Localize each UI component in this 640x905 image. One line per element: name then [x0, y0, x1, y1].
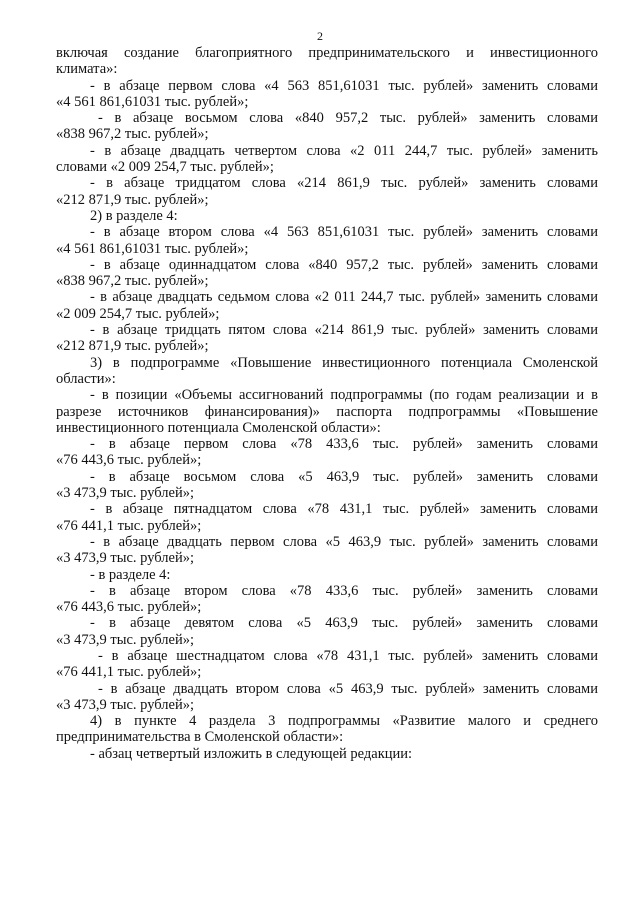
text-line: - в абзаце тридцать пятом слова «214 861,9 тыс. рублей» заменить словами [90, 322, 598, 339]
text-line: «4 561 861,61031 тыс. рублей»; [56, 93, 249, 110]
text-line: - в разделе 4: [90, 566, 171, 583]
text-line: - в абзаце тридцатом слова «214 861,9 тыс. рублей» заменить словами [90, 175, 598, 192]
text-line: - в абзаце двадцать первом слова «5 463,9 тыс. рублей» заменить словами [90, 533, 598, 550]
text-line: словами «2 009 254,7 тыс. рублей»; [56, 159, 274, 176]
text-line: «76 441,1 тыс. рублей»; [56, 664, 202, 681]
text-line: - в позиции «Объемы ассигнований подпрограммы (по годам реализации и в [90, 387, 598, 404]
text-line: - в абзаце восьмом слова «840 957,2 тыс. рублей» заменить словами [98, 110, 598, 127]
text-line: «838 967,2 тыс. рублей»; [56, 273, 209, 290]
text-line: «3 473,9 тыс. рублей»; [56, 550, 194, 567]
text-line: - в абзаце шестнадцатом слова «78 431,1 тыс. рублей» заменить словами [98, 647, 598, 664]
document-body [56, 45, 598, 762]
text-line: - в абзаце первом слова «78 433,6 тыс. рублей» заменить словами [90, 436, 598, 453]
text-line: - в абзаце двадцать четвертом слова «2 011 244,7 тыс. рублей» заменить [90, 142, 598, 159]
text-line: - в абзаце одиннадцатом слова «840 957,2 тыс. рублей» заменить словами [90, 256, 598, 273]
text-line: «212 871,9 тыс. рублей»; [56, 191, 209, 208]
text-line: «4 561 861,61031 тыс. рублей»; [56, 240, 249, 257]
text-line: 2) в разделе 4: [90, 207, 178, 224]
text-line: «76 443,6 тыс. рублей»; [56, 452, 202, 469]
text-line: - в абзаце двадцать седьмом слова «2 011 244,7 тыс. рублей» заменить словами [90, 289, 598, 306]
page-number: 2 [317, 29, 323, 43]
text-line: предпринимательства в Смоленской области»: [56, 729, 344, 746]
text-line: - в абзаце восьмом слова «5 463,9 тыс. рублей» заменить словами [90, 468, 598, 485]
text-line: климата»: [56, 61, 118, 78]
text-line: - в абзаце двадцать втором слова «5 463,9 тыс. рублей» заменить словами [98, 680, 598, 697]
text-line: включая создание благоприятного предпринимательского и инвестиционного [56, 45, 598, 61]
text-line: «838 967,2 тыс. рублей»; [56, 126, 209, 143]
text-line: инвестиционного потенциала Смоленской области»: [56, 419, 381, 436]
text-line: - в абзаце первом слова «4 563 851,61031 тыс. рублей» заменить словами [90, 77, 598, 94]
text-line: 3) в подпрограмме «Повышение инвестиционного потенциала Смоленской [90, 354, 598, 371]
text-line: - абзац четвертый изложить в следующей редакции: [90, 745, 413, 762]
text-line: «212 871,9 тыс. рублей»; [56, 338, 209, 355]
text-line: - в абзаце пятнадцатом слова «78 431,1 тыс. рублей» заменить словами [90, 501, 598, 518]
text-line: «2 009 254,7 тыс. рублей»; [56, 305, 220, 322]
text-line: «3 473,9 тыс. рублей»; [56, 696, 194, 713]
text-line: - в абзаце девятом слова «5 463,9 тыс. рублей» заменить словами [90, 615, 598, 632]
text-line: «76 441,1 тыс. рублей»; [56, 517, 202, 534]
text-line: области»: [56, 370, 116, 387]
text-line: - в абзаце втором слова «4 563 851,61031 тыс. рублей» заменить словами [90, 224, 598, 241]
text-line: «3 473,9 тыс. рублей»; [56, 631, 194, 648]
text-line: разрезе источников финансирования)» паспорта подпрограммы «Повышение [56, 403, 598, 420]
text-line: - в абзаце втором слова «78 433,6 тыс. рублей» заменить словами [90, 582, 598, 599]
text-line: «3 473,9 тыс. рублей»; [56, 485, 194, 502]
text-line: «76 443,6 тыс. рублей»; [56, 599, 202, 616]
text-line: 4) в пункте 4 раздела 3 подпрограммы «Развитие малого и среднего [90, 713, 598, 730]
